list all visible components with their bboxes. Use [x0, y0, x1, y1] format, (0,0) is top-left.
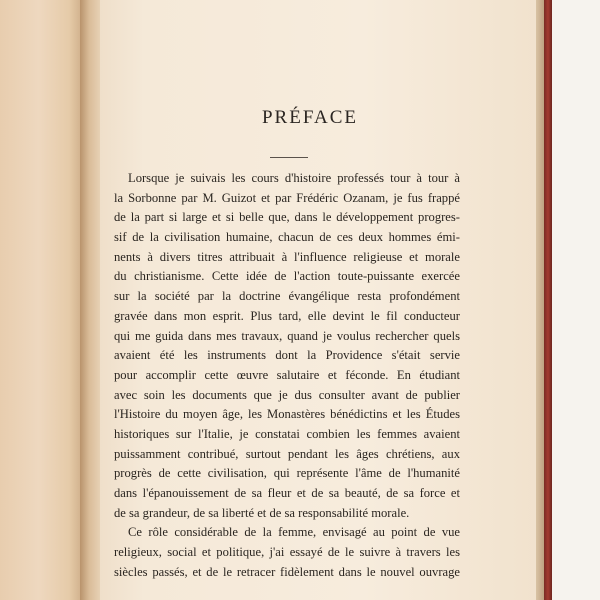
- text-line: du christianisme. Cette idée de l'action toute-puissante exercée: [114, 269, 460, 284]
- text-line: avaient été les instruments dont la Providence s'était servie: [114, 348, 460, 363]
- text-line: sif de la civilisation humaine, chacun de ces deux hommes émi-: [114, 230, 460, 245]
- page-title: PRÉFACE: [261, 107, 358, 128]
- text-line: Lorsque je suivais les cours d'histoire professés tour à tour à: [128, 171, 460, 185]
- text-line: siècles passés, et de le retracer fidèlement dans le nouvel ouvrage: [114, 564, 460, 579]
- text-line: nents à divers titres attribuait à l'influence religieuse et morale: [114, 249, 460, 264]
- text-line: avec soin les documents que je dus consulter avant de publier: [114, 387, 460, 402]
- text-line: pour accomplir cette œuvre salutaire et féconde. En étudiant: [114, 367, 460, 382]
- text-line: religieux, social et politique, j'ai essayé de le suivre à travers les: [114, 545, 460, 560]
- text-line: l'Histoire du moyen âge, les Monastères bénédictins et les Études: [114, 407, 460, 422]
- text-line: de sa grandeur, de sa liberté et de sa responsabilité morale.: [114, 505, 410, 520]
- text-line: dans l'épanouissement de sa fleur et de sa beauté, de sa force et: [114, 486, 460, 500]
- text-line: gravée dans mon esprit. Plus tard, elle devint le fil conducteur: [114, 308, 460, 323]
- text-line: de la part si large et si belle que, dans le développement progres-: [114, 210, 460, 225]
- text-line: Ce rôle considérable de la femme, envisagé au point de vue: [128, 525, 460, 540]
- text-line: qui me guida dans mes travaux, quand je voulus rechercher quels: [114, 328, 460, 343]
- text-line: progrès de cette civilisation, qui représente l'âme de l'humanité: [114, 466, 460, 481]
- title-rule: [270, 157, 308, 158]
- text-line: sur la société par la doctrine évangélique resta profondément: [114, 289, 460, 304]
- text-line: puissamment contribué, surtout pendant les âges chrétiens, aux: [114, 446, 460, 461]
- text-line: la Sorbonne par M. Guizot et par Frédéric Ozanam, je fus frappé: [114, 190, 460, 205]
- book-cover-edge: [544, 0, 552, 600]
- left-page: [0, 0, 86, 600]
- preface-text: [114, 169, 460, 582]
- text-line: historiques sur l'Italie, je constatai combien les femmes avaient: [114, 426, 460, 441]
